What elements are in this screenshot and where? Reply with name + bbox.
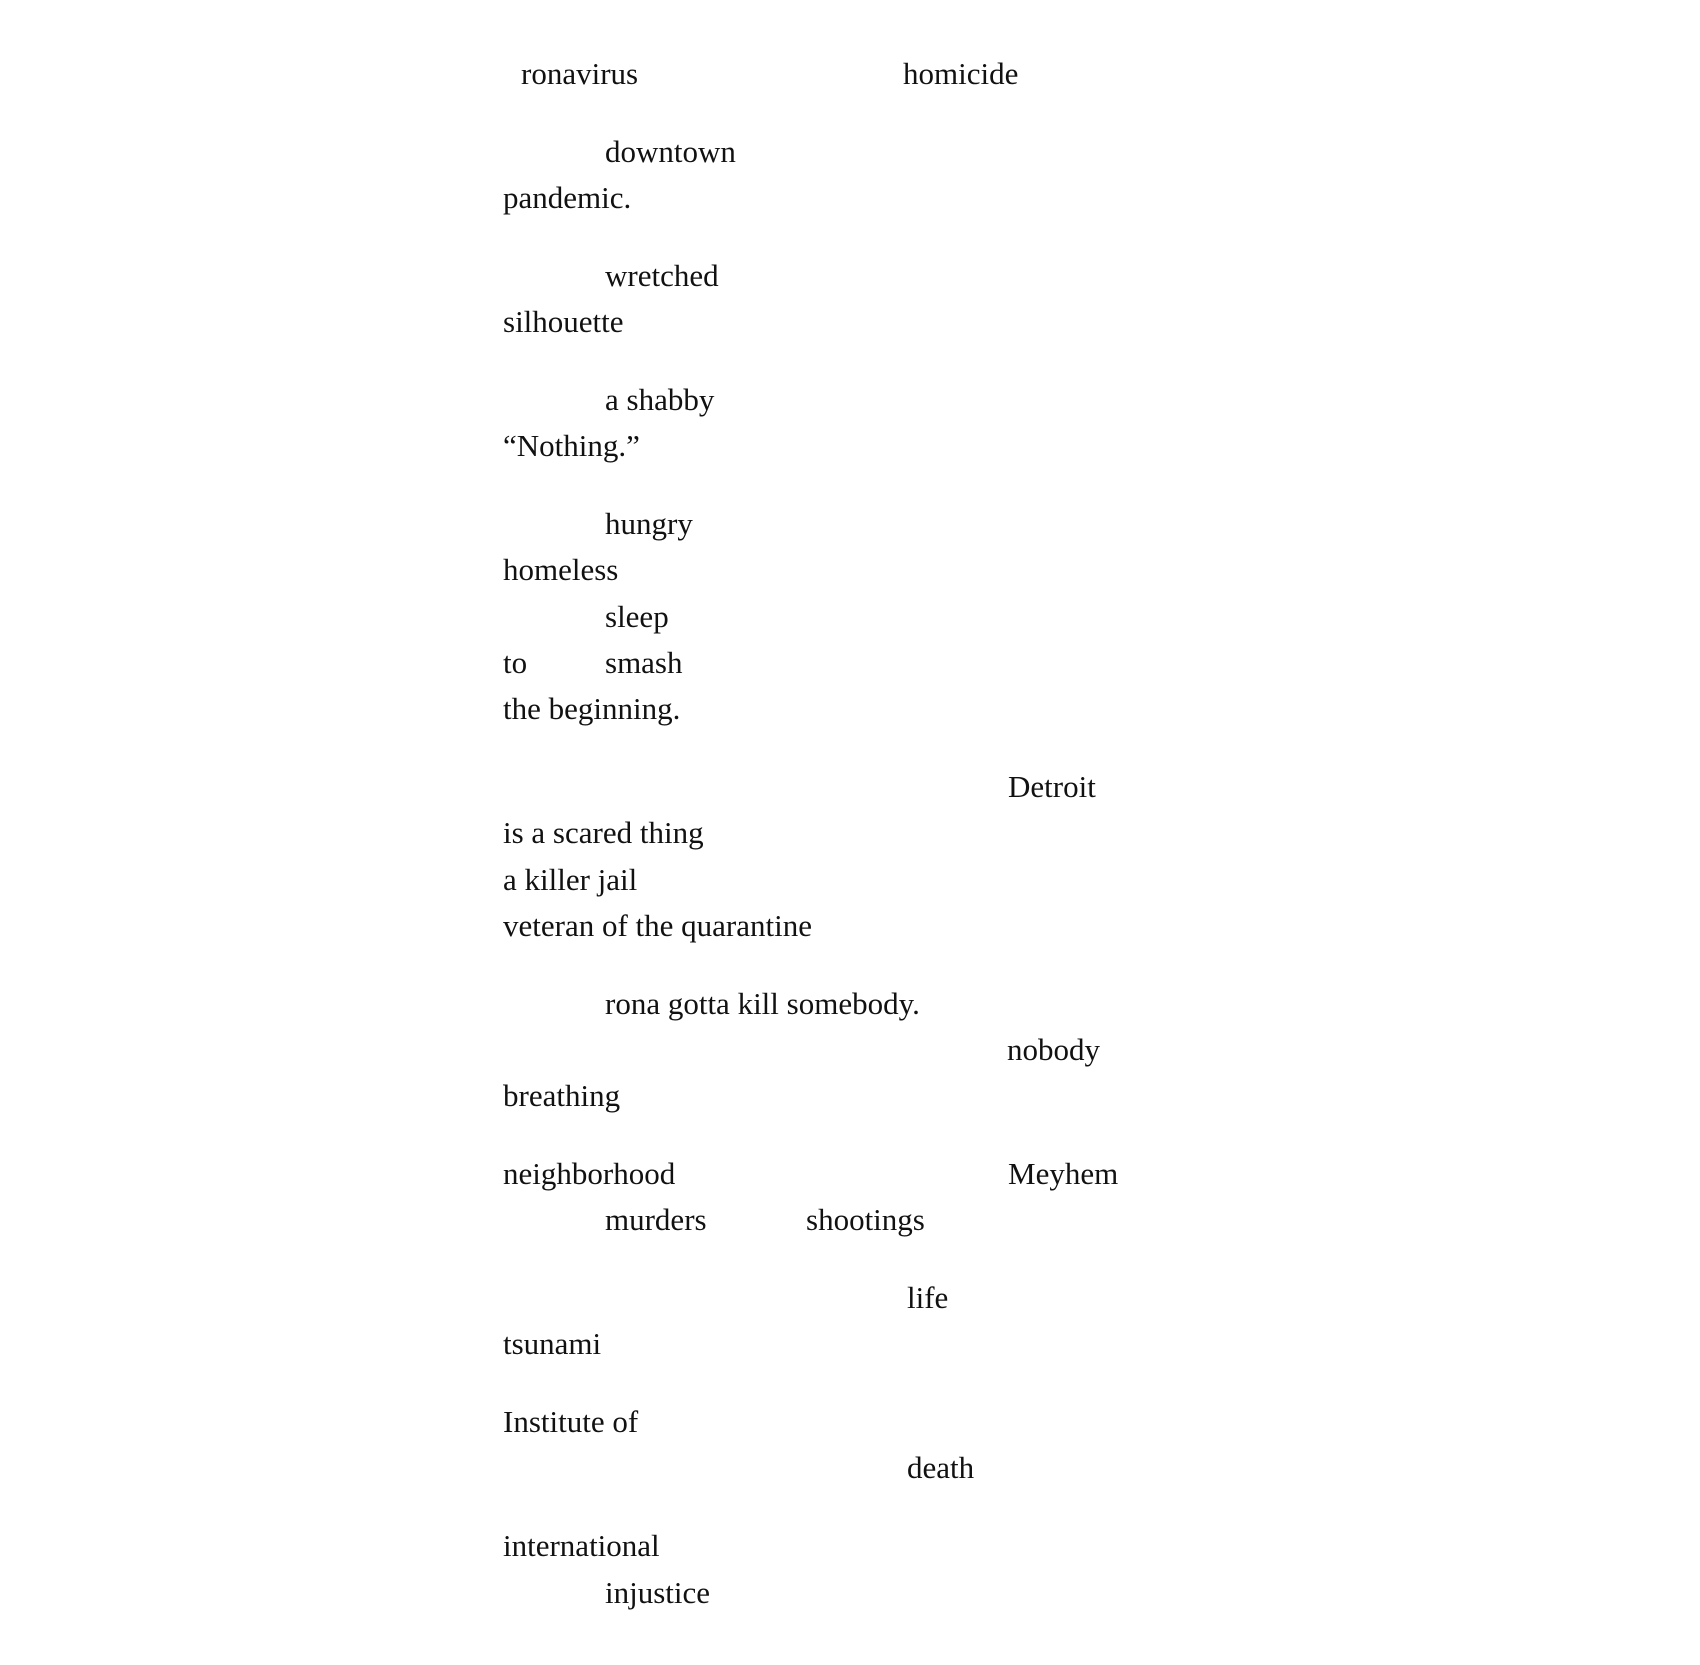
poem-word: wretched bbox=[605, 258, 719, 293]
poem-word: Meyhem bbox=[1008, 1156, 1119, 1191]
poem-word: rona gotta kill somebody. bbox=[605, 986, 920, 1021]
poem-word: silhouette bbox=[503, 304, 624, 339]
poem-word: life bbox=[907, 1280, 949, 1315]
poem-word: breathing bbox=[503, 1078, 621, 1113]
poem-word: tsunami bbox=[503, 1326, 602, 1361]
poem-word: international bbox=[503, 1528, 660, 1563]
poem-word: downtown bbox=[605, 134, 736, 169]
poem-word: the beginning. bbox=[503, 691, 681, 726]
poem-word: a killer jail bbox=[503, 862, 638, 897]
poem-word: shootings bbox=[806, 1202, 925, 1237]
poem-word: “Nothing.” bbox=[503, 428, 640, 463]
poem-word: veteran of the quarantine bbox=[503, 908, 812, 943]
poem-word: Detroit bbox=[1008, 769, 1096, 804]
poem-word: is a scared thing bbox=[503, 815, 704, 850]
poem-word: homeless bbox=[503, 552, 619, 587]
poem-word: death bbox=[907, 1450, 975, 1485]
poem-word: ronavirus bbox=[521, 56, 639, 91]
poem-word: murders bbox=[605, 1202, 707, 1237]
poem-word: homicide bbox=[903, 56, 1019, 91]
poem-word: a shabby bbox=[605, 382, 715, 417]
poem-word: pandemic. bbox=[503, 180, 632, 215]
poem-word: sleep bbox=[605, 599, 669, 634]
poem-word: Institute of bbox=[503, 1404, 639, 1439]
poem-word: to bbox=[503, 645, 528, 680]
poem-word: nobody bbox=[1007, 1032, 1100, 1067]
poem-word: smash bbox=[605, 645, 683, 680]
poem-word: hungry bbox=[605, 506, 693, 541]
poem-word: neighborhood bbox=[503, 1156, 676, 1191]
poem-word: injustice bbox=[605, 1575, 711, 1610]
